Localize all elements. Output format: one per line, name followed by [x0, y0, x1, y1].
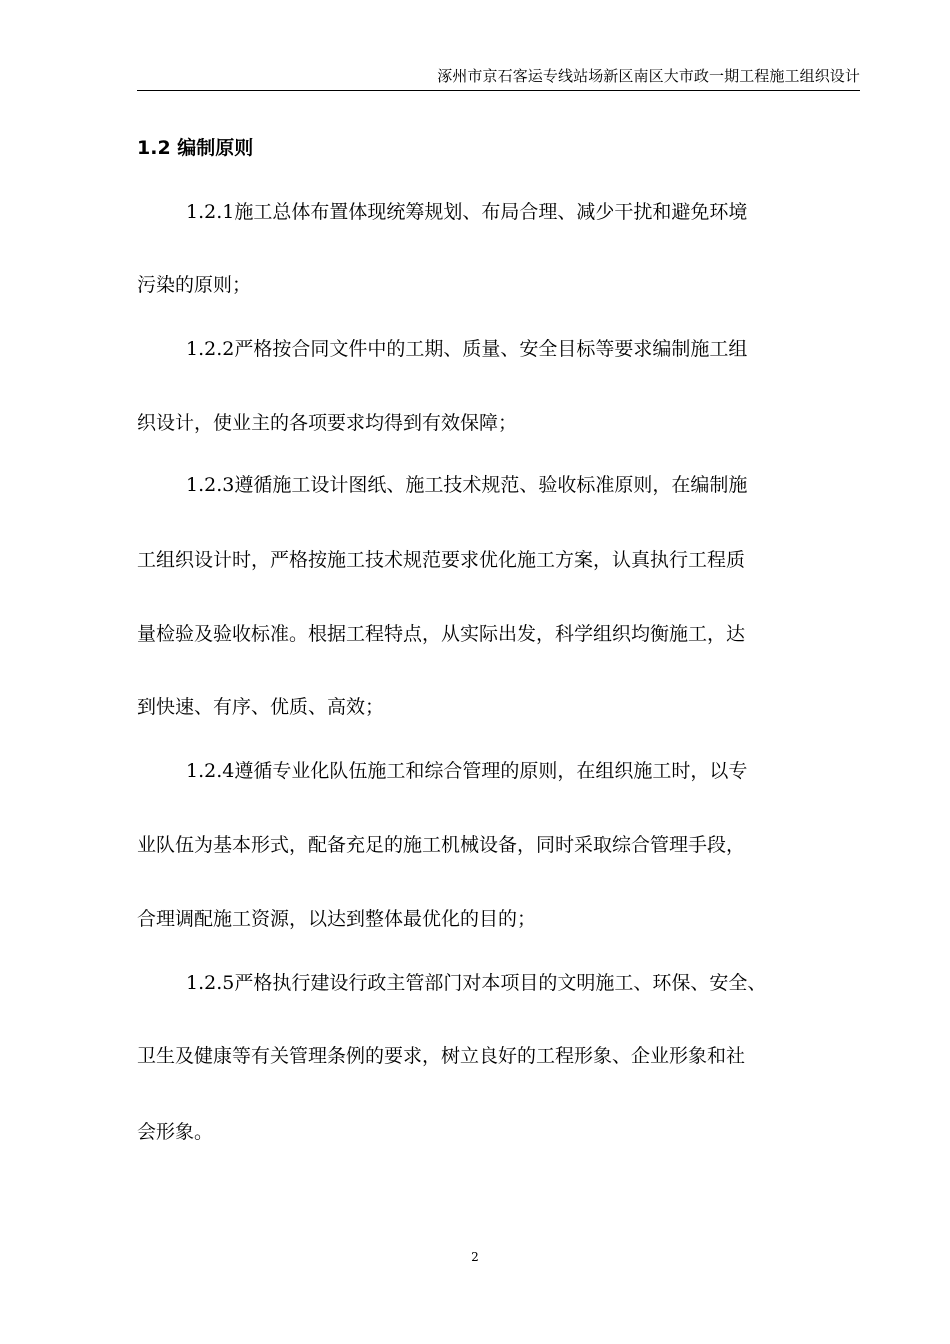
page-header — [137, 66, 860, 91]
header-title: 涿州市京石客运专线站场新区南区大市政一期工程施工组织设计 — [437, 67, 860, 85]
principle-4-line-3: 合理调配施工资源，以达到整体最优化的目的； — [137, 908, 537, 930]
principle-1-line-1: 1.2.1施工总体布置体现统筹规划、布局合理、减少干扰和避免环境 — [186, 201, 748, 223]
principle-1-line-2: 污染的原则； — [137, 274, 252, 296]
principle-3-line-3: 量检验及验收标准。根据工程特点，从实际出发，科学组织均衡施工，达 — [137, 623, 746, 645]
principle-5-line-3: 会形象。 — [137, 1121, 214, 1143]
principle-4-line-2: 业队伍为基本形式，配备充足的施工机械设备，同时采取综合管理手段， — [137, 834, 746, 856]
principle-4-line-1: 1.2.4遵循专业化队伍施工和综合管理的原则，在组织施工时，以专 — [186, 760, 748, 782]
section-heading: 1.2 编制原则 — [137, 137, 254, 159]
principle-5-line-1: 1.2.5严格执行建设行政主管部门对本项目的文明施工、环保、安全、 — [186, 972, 767, 994]
principle-3-line-1: 1.2.3遵循施工设计图纸、施工技术规范、验收标准原则，在编制施 — [186, 474, 748, 496]
principle-3-line-2: 工组织设计时，严格按施工技术规范要求优化施工方案，认真执行工程质 — [137, 549, 746, 571]
principle-2-line-2: 织设计，使业主的各项要求均得到有效保障； — [137, 412, 518, 434]
page-number: 2 — [471, 1250, 479, 1264]
principle-3-line-4: 到快速、有序、优质、高效； — [137, 696, 385, 718]
principle-2-line-1: 1.2.2严格按合同文件中的工期、质量、安全目标等要求编制施工组 — [186, 338, 748, 360]
principle-5-line-2: 卫生及健康等有关管理条例的要求，树立良好的工程形象、企业形象和社 — [137, 1045, 746, 1067]
